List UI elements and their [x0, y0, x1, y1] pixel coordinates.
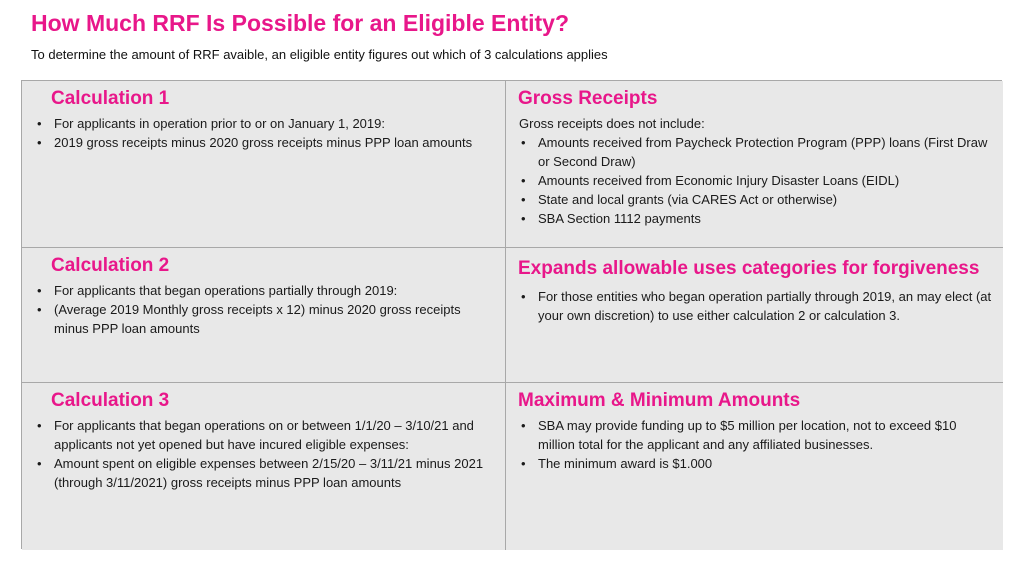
list-item: • The minimum award is $1.000 — [518, 454, 993, 473]
page-subtitle: To determine the amount of RRF avaible, an eligible entity figures out which of 3 calculations applies — [31, 47, 608, 62]
list-item: • For applicants that began operations on or between 1/1/20 – 3/10/21 and applicants not yet opened but have incured eligible expenses: — [34, 416, 495, 454]
calculation-2-title: Calculation 2 — [51, 255, 170, 276]
list-item: • SBA may provide funding up to $5 million per location, not to exceed $10 million total for the applicant and any affiliated businesses. — [518, 416, 993, 454]
expands-uses-title: Expands allowable uses categories for forgiveness — [518, 258, 980, 279]
list-item: • Amounts received from Paycheck Protection Program (PPP) loans (First Draw or Second Draw) — [518, 133, 993, 171]
expands-uses-list — [516, 287, 993, 325]
list-item: • For applicants in operation prior to or on January 1, 2019: — [34, 114, 495, 133]
list-item: • 2019 gross receipts minus 2020 gross receipts minus PPP loan amounts — [34, 133, 495, 152]
calculation-3-list — [32, 416, 495, 492]
list-item: • State and local grants (via CARES Act or otherwise) — [518, 190, 993, 209]
list-item: • Amounts received from Economic Injury Disaster Loans (EIDL) — [518, 171, 993, 190]
calculation-1-cell — [22, 81, 506, 248]
page-title: How Much RRF Is Possible for an Eligible Entity? — [31, 10, 569, 36]
calculation-1-title: Calculation 1 — [51, 88, 170, 109]
list-item: • SBA Section 1112 payments — [518, 209, 993, 228]
calculation-1-list — [32, 114, 495, 152]
calculation-table — [21, 80, 1002, 549]
expands-uses-cell — [506, 248, 1003, 383]
gross-receipts-list — [516, 133, 993, 228]
calculation-3-title: Calculation 3 — [51, 390, 170, 411]
list-item: • (Average 2019 Monthly gross receipts x 12) minus 2020 gross receipts minus PPP loan amounts — [34, 300, 495, 338]
calculation-2-cell — [22, 248, 506, 383]
max-min-amounts-list — [516, 416, 993, 473]
max-min-amounts-title: Maximum & Minimum Amounts — [518, 390, 801, 411]
gross-receipts-cell — [506, 81, 1003, 248]
list-item: • For those entities who began operation partially through 2019, an may elect (at your own discretion) to use either calculation 2 or calculation 3. — [518, 287, 993, 325]
list-item: • For applicants that began operations partially through 2019: — [34, 281, 495, 300]
list-item: • Amount spent on eligible expenses between 2/15/20 – 3/11/21 minus 2021 (through 3/11/2021) gross receipts minus PPP loan amounts — [34, 454, 495, 492]
calculation-2-list — [32, 281, 495, 338]
calculation-3-cell — [22, 383, 506, 550]
gross-receipts-intro: Gross receipts does not include: — [519, 116, 705, 131]
gross-receipts-title: Gross Receipts — [518, 88, 658, 109]
max-min-amounts-cell — [506, 383, 1003, 550]
